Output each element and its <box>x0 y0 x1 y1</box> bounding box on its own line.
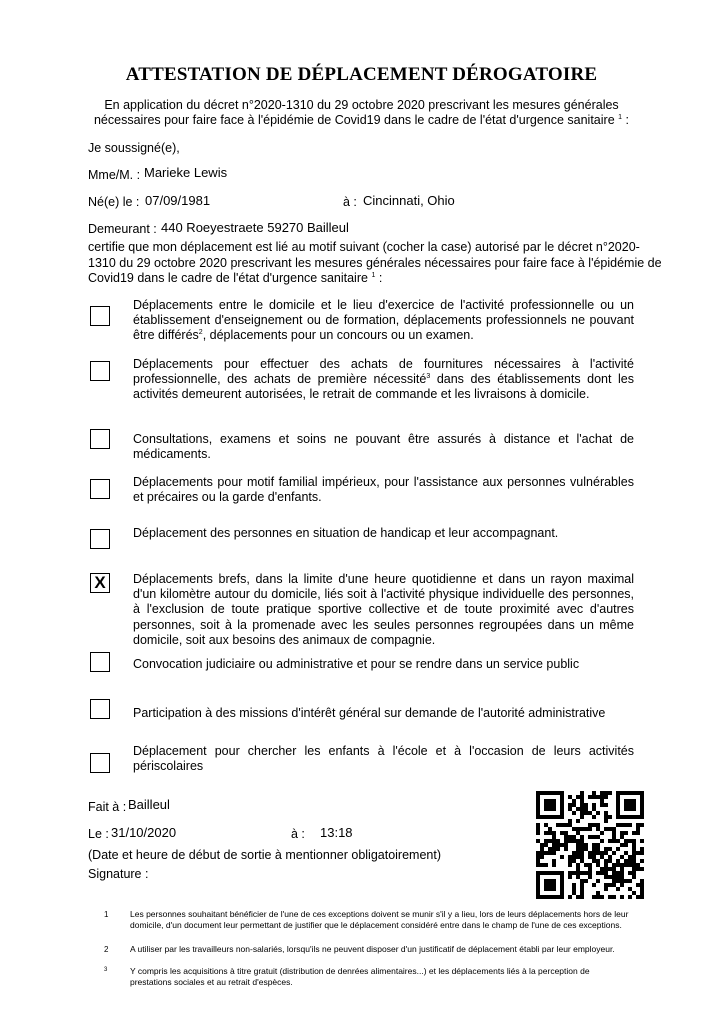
reason-checkbox-family[interactable] <box>90 479 110 499</box>
qr-code-icon <box>536 791 644 899</box>
reason-text-shopping: Déplacements pour effectuer des achats de fournitures nécessaires à l'activité professionnelle, des achats de première nécessité$^3$ dans des établissements dont les activités demeurent autorisées, le retrait de commande et les livraisons à domicile. <box>133 357 634 402</box>
time-value[interactable]: 13:18 <box>320 825 353 840</box>
intro-text <box>60 98 663 128</box>
reason-text-handicap: Déplacement des personnes en situation de handicap et leur accompagnant. <box>133 526 559 540</box>
name-label: Mme/M. : <box>88 168 141 182</box>
footnote-number: 3 <box>104 967 108 973</box>
reason-checkbox-shopping[interactable] <box>90 361 110 381</box>
date-value[interactable]: 31/10/2020 <box>111 825 177 840</box>
reason-text-work: Déplacements entre le domicile et le lieu d'exercice de l'activité professionnelle ou un établissement d'enseignement ou de formation, déplacements professionnels ne pouvant être différés$^2$, déplacements pour un concours ou un examen. <box>133 298 634 343</box>
footnote-number: 2 <box>104 945 109 954</box>
date-label: Le : <box>88 827 109 841</box>
birth-label: Né(e) le : <box>88 195 140 209</box>
reason-text-school: Déplacement pour chercher les enfants à l'école et à l'occasion de leurs activités périscolaires <box>133 744 634 774</box>
address-value[interactable]: 440 Roeyestraete 59270 Bailleul <box>161 220 349 235</box>
intro-line-2: nécessaires pour faire face à l'épidémie de Covid19 dans le cadre de l'état d'urgence sanitaire $^1$ : <box>93 113 629 127</box>
undersigned-label: Je soussigné(e), <box>88 141 180 155</box>
birthplace-label: à : <box>343 195 357 209</box>
footnote-text: Y compris les acquisitions à titre gratuit (distribution de denrées alimentaires...) et les déplacements liés à la perception de prestations sociales et au retrait d'espèces. <box>130 966 590 987</box>
intro-line-1: En application du décret n°2020-1310 du 29 octobre 2020 prescrivant les mesures générales <box>104 98 619 112</box>
reason-text-family: Déplacements pour motif familial impérieux, pour l'assistance aux personnes vulnérables et précaires ou la garde d'enfants. <box>133 475 634 505</box>
signature-label: Signature : <box>88 867 149 881</box>
name-value[interactable]: Marieke Lewis <box>144 165 228 180</box>
address-label: Demeurant : <box>88 222 157 236</box>
reason-checkbox-judicial[interactable] <box>90 652 110 672</box>
reason-checkbox-work[interactable] <box>90 306 110 326</box>
birth-value[interactable]: 07/09/1981 <box>145 193 211 208</box>
reason-text-exercise: Déplacements brefs, dans la limite d'une heure quotidienne et dans un rayon maximal d'un kilomètre autour du domicile, liés soit à l'activité physique individuelle des personnes, à l'exclusion de toute pratique sportive collective et de toute proximité avec d'autres personnes, soit à la promenade avec les seules personnes regroupées dans un même domicile, soit aux besoins des animaux de compagnie. <box>133 572 634 647</box>
qr-code-modules <box>536 791 644 899</box>
reason-checkbox-school[interactable] <box>90 753 110 773</box>
time-label: à : <box>291 827 305 841</box>
footnote-text: Les personnes souhaitant bénéficier de l'une de ces exceptions doivent se munir s'il y a lieu, lors de leurs déplacements hors de leur domicile, d'un document leur permettant de justifier que le déplacement considéré entre dans le champ de l'une de ces exceptions. <box>130 909 629 930</box>
date-note: (Date et heure de début de sortie à mentionner obligatoirement) <box>88 848 441 862</box>
reason-text-health: Consultations, examens et soins ne pouvant être assurés à distance et l'achat de médicaments. <box>133 432 634 462</box>
certify-text: certifie que mon déplacement est lié au motif suivant (cocher la case) autorisé par le décret n°2020-1310 du 29 octobre 2020 prescrivant les mesures générales nécessaires pour faire face à l'épidémie de Covid19 dans le cadre de l'état d'urgence sanitaire $^1$ : <box>88 240 662 285</box>
birthplace-value[interactable]: Cincinnati, Ohio <box>363 193 455 208</box>
reason-checkbox-health[interactable] <box>90 429 110 449</box>
document-title: ATTESTATION DE DÉPLACEMENT DÉROGATOIRE <box>125 64 598 85</box>
reason-text-judicial: Convocation judiciaire ou administrative et pour se rendre dans un service public <box>133 657 580 671</box>
place-label: Fait à : <box>88 800 127 814</box>
footnote-text: A utiliser par les travailleurs non-salariés, lorsqu'ils ne peuvent disposer d'un justificatif de déplacement établi par leur employeur. <box>130 944 615 954</box>
reason-checkbox-handicap[interactable] <box>90 529 110 549</box>
place-value[interactable]: Bailleul <box>128 797 170 812</box>
footnote-number: 1 <box>104 910 109 919</box>
reason-text-mission: Participation à des missions d'intérêt général sur demande de l'autorité administrative <box>133 706 606 720</box>
reason-checkbox-mission[interactable] <box>90 699 110 719</box>
reason-checkbox-exercise[interactable]: X <box>90 573 110 593</box>
